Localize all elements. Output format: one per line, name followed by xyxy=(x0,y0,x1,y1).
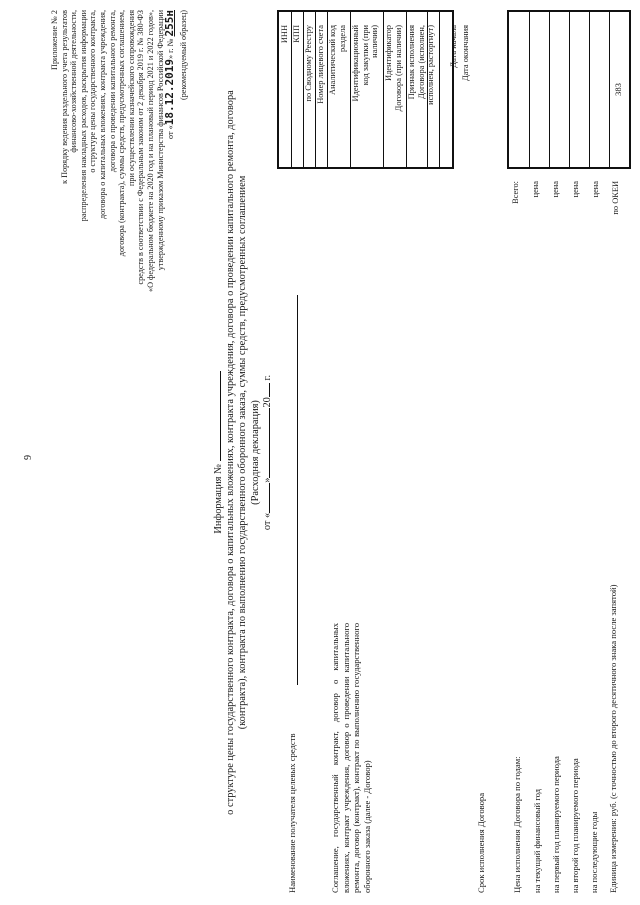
price-header: Цена исполнения Договора по годам: xyxy=(512,756,522,893)
field-label: Номер лицевого счета xyxy=(316,25,325,104)
info-title xyxy=(213,0,225,905)
appendix-line: договора (контракта), суммы средств, предусмотренных соглашением, xyxy=(117,10,127,257)
appendix-line: договора о капитальных вложениях, контракта учреждения, xyxy=(97,10,107,219)
appendix-line: при осуществлении казначейского сопровождения xyxy=(126,10,136,186)
title-line-2: (контракта), контракта по выполнению государственного оборонного заказа, суммы средств, предусмотренных соглашением xyxy=(237,175,249,730)
field-label: Дата начала xyxy=(449,25,458,68)
appendix-order-line xyxy=(165,10,176,292)
appendix-line: финансово-хозяйственной деятельности, xyxy=(69,10,79,153)
field-label: по Сводному Реестру xyxy=(304,25,313,102)
order-date-handwritten: 18.12.2019 xyxy=(163,59,177,126)
title-block xyxy=(213,0,274,905)
order-mid: » г. № xyxy=(166,38,176,60)
agreement-label: Соглашение, государственный контракт, договор о капитальных вложениях, контракт учреждения, договор о проведении капитального ремонта, договор (контракт), контракт по выполнению государственного оборонного заказа (далее - Договор) xyxy=(330,623,372,893)
field-label: Идентификатор Договора (при наличии) xyxy=(384,25,403,112)
appendix-line: о структуре цены государственного контракта, xyxy=(88,10,98,173)
info-label: Информация № xyxy=(213,464,224,534)
price-label: Всего: xyxy=(511,181,520,204)
date-prefix: от « xyxy=(261,512,273,531)
field-label: Признак исполнения Договора (исполнен, исполнен, расторгнут) xyxy=(407,25,436,105)
field-values-box xyxy=(277,10,454,169)
form-note: (рекомендуемый образец) xyxy=(178,10,188,101)
order-number-handwritten: 255н xyxy=(163,10,177,37)
price-label: цена xyxy=(531,181,540,198)
order-prefix: от « xyxy=(166,125,176,139)
okei-value: 383 xyxy=(613,83,623,96)
price-values-box xyxy=(507,10,631,169)
price-label: по ОКЕИ xyxy=(611,181,620,215)
appendix-line: средств в соответствии с Федеральным законом от 2 декабря 2019 г. № 380-ФЗ xyxy=(136,10,146,285)
unit-label: Единица измерения: руб. (с точностью до второго десятичного знака после запятой) xyxy=(608,584,618,893)
date-end: г. xyxy=(261,374,273,381)
appendix-line: «О федеральном бюджете на 2020 год и на плановый период 2021 и 2022 годов», xyxy=(145,10,155,293)
current-year-label: на текущий финансовый год xyxy=(532,788,542,893)
appendix-line: утвержденному приказом Министерства финансов Российской Федерации xyxy=(155,10,165,271)
appendix-line: Приложение № 2 xyxy=(50,10,59,70)
appendix-line: договора о проведении капитального ремонта, xyxy=(107,10,117,173)
term-label: Срок исполнения Договора xyxy=(476,792,486,893)
price-label: цена xyxy=(591,181,600,198)
later-years-label: на последующие годы xyxy=(589,811,599,893)
second-year-label: на второй год планируемого периода xyxy=(570,758,580,893)
price-label: цена xyxy=(551,181,560,198)
field-label: КПП xyxy=(292,25,301,43)
appendix-header xyxy=(50,10,188,292)
recipient-label: Наименование получателя целевых средств xyxy=(287,733,297,893)
field-label: Аналитический код раздела xyxy=(328,25,347,95)
appendix-line: распределения накладных расходов, раскрытия информации xyxy=(78,10,88,222)
field-label: Дата окончания xyxy=(461,25,470,82)
price-labels xyxy=(507,181,627,225)
date-mid: » xyxy=(261,477,273,483)
page-number: 9 xyxy=(23,455,34,460)
title-subtitle: (Расходная декларация) xyxy=(249,400,261,505)
recipient-line xyxy=(297,295,298,685)
appendix-line: к Порядку ведения раздельного учета результатов xyxy=(59,10,69,184)
field-label: ИНН xyxy=(280,25,289,44)
title-line-1: о структуре цены государственного контракта, договора о капитальных вложениях, контракта учреждения, договора о проведении капитального ремонта, договора xyxy=(225,90,237,815)
first-year-label: на первый год планируемого периода xyxy=(551,756,561,893)
title-date-line xyxy=(262,0,274,905)
date-year-prefix: 20 xyxy=(261,397,273,408)
price-label: цена xyxy=(571,181,580,198)
field-label: Идентификационный код закупки (при наличии) xyxy=(351,25,380,102)
